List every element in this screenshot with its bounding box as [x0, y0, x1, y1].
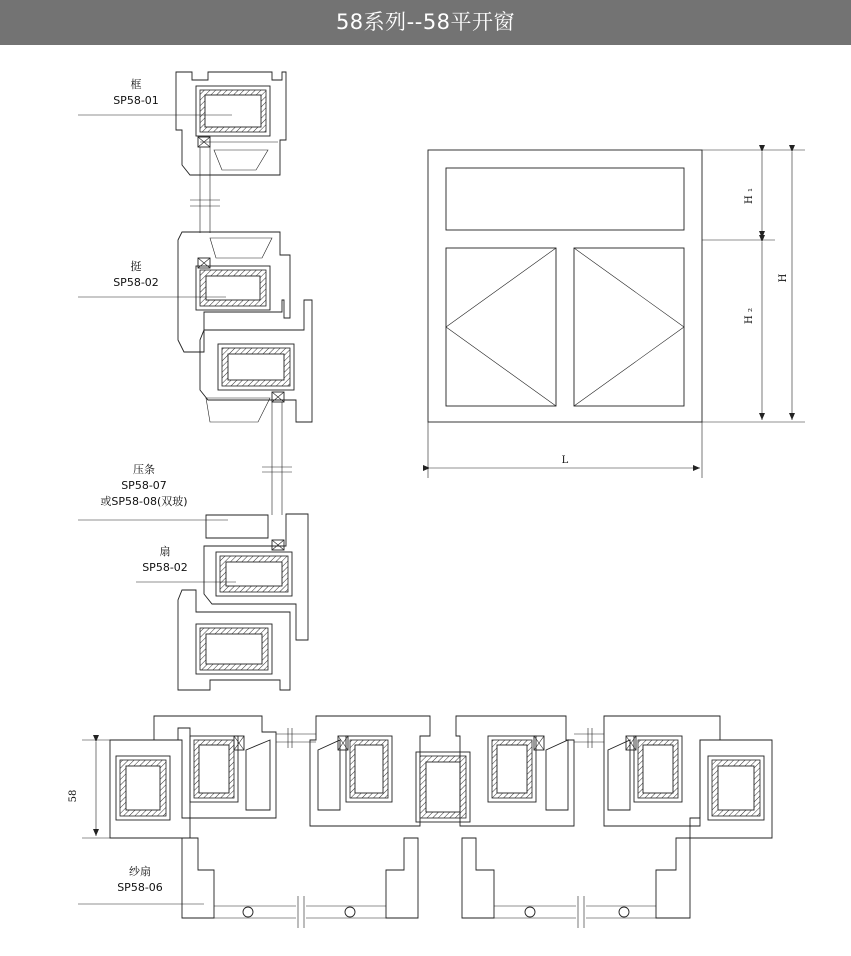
dim-label-h: H — [778, 273, 789, 283]
label-frame-name: 框 — [130, 78, 142, 91]
dim-label-depth: 58 — [68, 789, 79, 803]
dim-label-h2: H ₂ — [744, 308, 755, 324]
label-frame-code: SP58-01 — [113, 94, 159, 107]
outer-frame — [428, 150, 702, 422]
page-title: 58系列--58平开窗 — [335, 10, 516, 34]
frame-profile-top — [176, 72, 286, 175]
label-screen-name: 纱扇 — [129, 865, 151, 878]
frame-profile-bottom — [178, 590, 290, 690]
right-opening-mark — [574, 248, 684, 406]
horizontal-section — [68, 716, 772, 928]
label-bead-name: 压条 — [133, 463, 155, 476]
label-bead-code: SP58-07 — [121, 479, 167, 492]
left-sash-pane — [446, 248, 556, 406]
mullion-profile — [178, 232, 290, 352]
dim-label-h1: H ₁ — [744, 188, 755, 204]
label-mullion-name: 挺 — [130, 260, 142, 273]
window-elevation — [428, 150, 805, 478]
label-screen-code: SP58-06 — [117, 881, 163, 894]
label-sash-name: 扇 — [159, 545, 171, 558]
glass-line-lower — [262, 402, 292, 515]
right-sash-pane — [574, 248, 684, 406]
glass-line-upper — [190, 147, 220, 233]
dim-label-l: L — [561, 455, 569, 466]
label-mullion-code: SP58-02 — [113, 276, 159, 289]
sash-profile-upper — [200, 300, 312, 422]
sash-profile-lower — [204, 514, 308, 640]
left-opening-mark — [446, 248, 556, 406]
transom-pane — [446, 168, 684, 230]
label-bead-alt: 或SP58-08(双玻) — [100, 495, 188, 508]
vertical-section — [78, 72, 312, 690]
label-sash-code: SP58-02 — [142, 561, 188, 574]
